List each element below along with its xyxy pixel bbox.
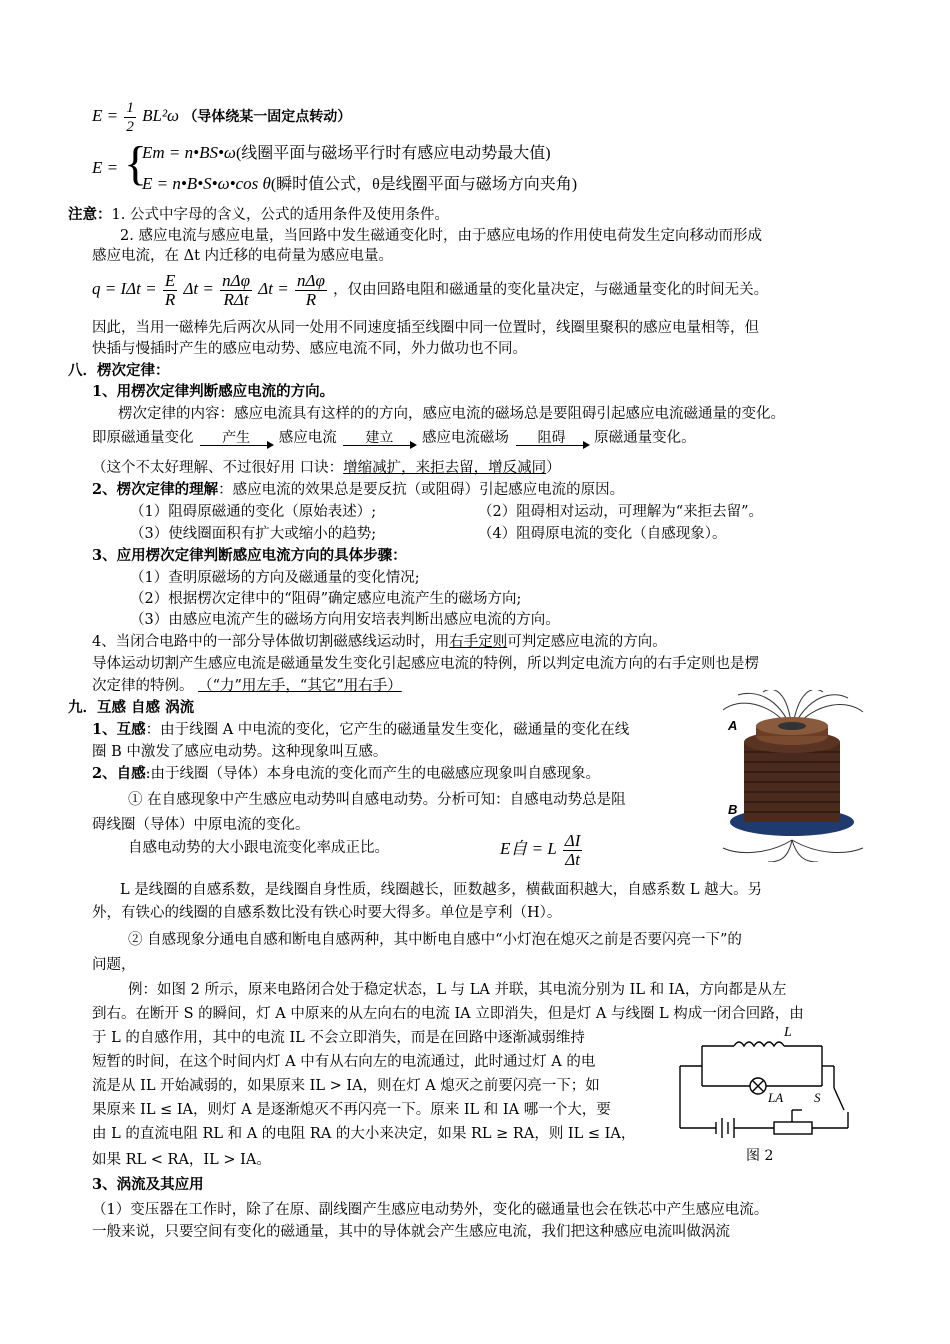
sec8-s2-item1: （1）阻碍原磁通的变化（原始表述）; — [130, 504, 377, 520]
sec8-s3-title: 3、应用楞次定律判断感应电流方向的具体步骤： — [92, 547, 407, 564]
sec9-title: 九．互感 自感 涡流 — [68, 699, 195, 716]
em-brace: { — [124, 137, 148, 190]
circuit-label-l: L — [784, 1025, 792, 1040]
em-line2: E = n•B•S•ω•cos θ(瞬时值公式，θ是线圈平面与磁场方向夹角) — [142, 174, 578, 193]
sec8-title: 八．楞次定律： — [68, 362, 170, 379]
circuit-caption: 图 2 — [746, 1148, 774, 1164]
sec8-s4: 4、当闭合电路中的一部分导体做切割磁感线运动时，用右手定则可判定感应电流的方向。 — [92, 634, 667, 650]
charge-formula: q = IΔt = $\frac{E}{R}$ Δt = $\frac{\text{nΔφ}}{\text{RΔt}}$ Δt = $\frac{\text{nΔφ}}{R}$ ，仅由回路电阻和磁通量的变化量决定，与磁通量变化的时间无关。 — [92, 270, 769, 309]
mutual-line-b: 圈 B 中激发了感应电动势。这种现象叫互感。 — [92, 744, 388, 760]
note-1: 注意：1. 公式中字母的含义，公式的适用条件及使用条件。 — [68, 206, 449, 223]
sec8-s2-item3: （3）使线圈面积有扩大或缩小的趋势; — [130, 526, 377, 542]
sec8-s3-item1: （1）查明原磁场的方向及磁通量的变化情况; — [130, 570, 420, 586]
inductance-b: 外，有铁心的线圈的自感系数比没有铁心时要大得多。单位是亨利（H）。 — [92, 905, 562, 921]
coil-label-b: B — [728, 802, 738, 817]
self-emf-formula: E自 = L $\frac{\Delta I}{\Delta t}$ — [500, 830, 581, 869]
circuit-label-s: S — [814, 1090, 821, 1105]
sec8-s2-item4: （4）阻碍原电流的变化（自感现象）。 — [478, 526, 727, 542]
circuit-label-la: LA — [768, 1090, 784, 1105]
example-7: 由 L 的直流电阻 RL 和 A 的电阻 RA 的大小来决定，如果 RL ≥ RA，则 IL ≤ IA， — [92, 1126, 636, 1142]
example-3: 于 L 的自感作用，其中的电流 IL 不会立即消失，而是在回路中逐渐减弱维持 — [92, 1030, 585, 1046]
mutual-line-a: 1、互感：由于线圈 A 中电流的变化，它产生的磁通量发生变化，磁通量的变化在线 — [92, 721, 630, 738]
therefore-a: 因此，当用一磁棒先后两次从同一处用不同速度插至线圈中同一位置时，线圈里聚积的感应电量相等，但 — [92, 320, 759, 336]
example-6: 果原来 IL ≤ IA，则灯 A 是逐渐熄灭不再闪亮一下。原来 IL 和 IA 哪一个大，要 — [92, 1102, 611, 1118]
eddy-b: 一般来说，只要空间有变化的磁通量，其中的导体就会产生感应电流，我们把这种感应电流叫做涡流 — [92, 1224, 730, 1240]
note-2a: 2. 感应电流与感应电量，当回路中发生磁通变化时，由于感应电场的作用使电荷发生定向移动而形成 — [120, 228, 762, 244]
note-2b: 感应电流，在 Δt 内迁移的电荷量为感应电量。 — [92, 248, 394, 264]
self-induction-circuit-figure — [672, 1018, 872, 1168]
self-p2a: ② 自感现象分通电自感和断电自感两种，其中断电自感中“小灯泡在熄灭之前是否要闪亮一下”的 — [128, 932, 742, 948]
inductance-a: L 是线圈的自感系数，是线圈自身性质，线圈越长，匝数越多，横截面积越大，自感系数 L 越大。另 — [120, 882, 763, 898]
example-8: 如果 RL < RA，IL > IA。 — [92, 1152, 271, 1168]
example-5: 流是从 IL 开始减弱的，如果原来 IL > IA，则在灯 A 熄灭之前要闪亮一下；如 — [92, 1078, 600, 1094]
self-p2b: 问题， — [92, 957, 136, 973]
example-2: 到右。在断开 S 的瞬间，灯 A 中原来的从左向右的电流 IA 立即消失，但是灯 A 与线圈 L 构成一闭合回路，由 — [92, 1006, 804, 1022]
lenz-chain: 即原磁通量变化 产生 感应电流 建立 感应电流磁场 阻碍 原磁通量变化。 — [92, 426, 696, 454]
sec8-s2-item2: （2）阻碍相对运动，可理解为“来拒去留”。 — [478, 504, 764, 520]
sec8-s2: 2、楞次定律的理解：感应电流的效果总是要反抗（或阻碍）引起感应电流的原因。 — [92, 481, 625, 498]
eddy-a: （1）变压器在工作时，除了在原、副线圈产生感应电动势外，变化的磁通量也会在铁芯中产生感应电流。 — [92, 1202, 769, 1218]
self-p1c: 自感电动势的大小跟电流变化率成正比。 — [128, 840, 389, 856]
coil-label-a: A — [728, 718, 738, 733]
em-lhs: E = — [92, 158, 119, 177]
self-induction-line: 2、自感:由于线圈（导体）本身电流的变化而产生的电磁感应现象叫自感现象。 — [92, 765, 600, 782]
sec8-s4-c: 次定律的特例。 （“力”用左手，“其它”用右手） — [92, 678, 402, 694]
sec8-s3-item2: （2）根据楞次定律中的“阻碍”确定感应电流产生的磁场方向; — [130, 591, 522, 607]
therefore-b: 快插与慢插时产生的感应电动势、感应电流不同，外力做功也不同。 — [92, 341, 527, 357]
self-p1b: 碍线圈（导体）中原电流的变化。 — [92, 817, 310, 833]
lenz-mnemonic: （这个不太好理解、不过很好用 口诀：增缩减扩，来拒去留，增反减同） — [92, 460, 561, 476]
rotation-emf-formula: E = $\frac{1}{2}$ BL²ω （导体绕某一固定点转动） — [92, 99, 352, 135]
mutual-induction-coil-figure — [718, 690, 866, 862]
sec8-s3-item3: （3）由感应电流产生的磁场方向用安培表判断出感应电流的方向。 — [130, 612, 560, 628]
eddy-title: 3、涡流及其应用 — [92, 1176, 204, 1193]
example-1: 例：如图 2 所示，原来电路闭合处于稳定状态，L 与 LA 并联，其电流分别为 IL 和 IA，方向都是从左 — [128, 982, 787, 998]
self-p1a: ① 在自感现象中产生感应电动势叫自感电动势。分析可知：自感电动势总是阻 — [128, 792, 626, 808]
sec8-s4-b: 导体运动切割产生感应电流是磁通量发生变化引起感应电流的特例，所以判定电流方向的右手定则也是楞 — [92, 656, 759, 672]
sec8-s1-content: 楞次定律的内容：感应电流具有这样的的方向，感应电流的磁场总是要阻碍引起感应电流磁通量的变化。 — [118, 406, 785, 422]
example-4: 短暂的时间，在这个时间内灯 A 中有从右向左的电流通过，此时通过灯 A 的电 — [92, 1054, 596, 1070]
em-line1: Em = n•BS•ω(线圈平面与磁场平行时有感应电动势最大值) — [142, 143, 551, 162]
sec8-s1-title: 1、用楞次定律判断感应电流的方向。 — [92, 383, 335, 400]
